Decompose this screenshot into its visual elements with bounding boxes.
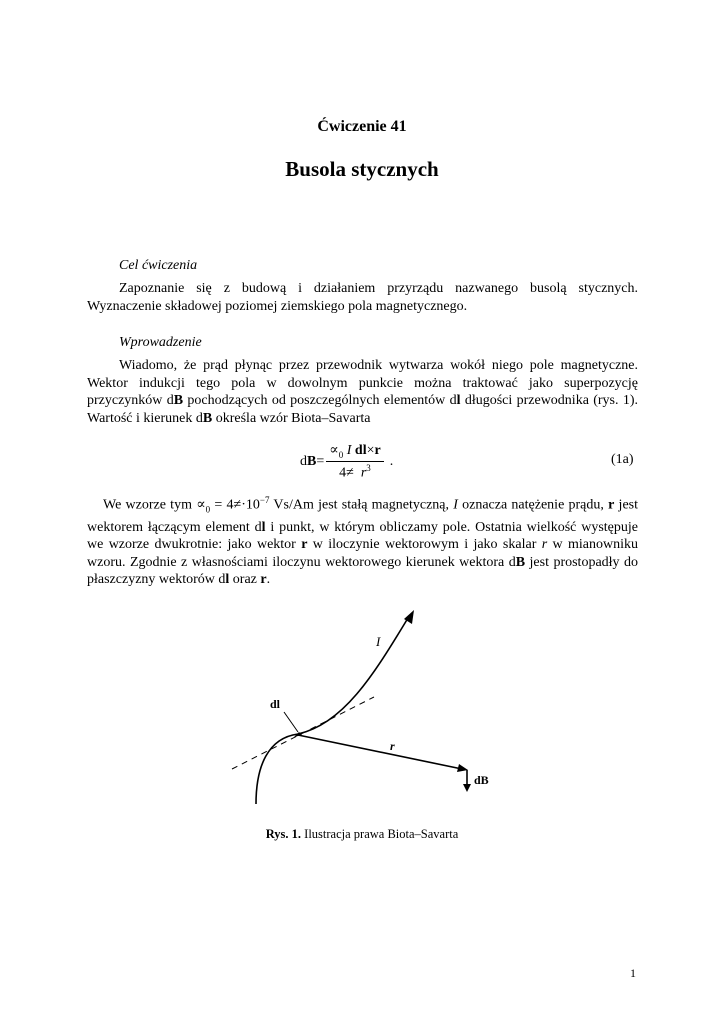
figure-caption: Rys. 1. Ilustracja prawa Biota–Savarta xyxy=(265,827,459,841)
explanation-paragraph: We wzorze tym $\propto_0 = 4\ne\cdot 10^{-7}$ Vs/Am jest stałą magnetyczną, I oznacza natężenie prądu, r jest wektorem łączącym element dl i punkt, w którym obliczamy pole. Ostatnia wielkość występuje we wzorze dwukrotnie: jako wektor r w iloczynie wektorowym i jako skalar r w mianowniku wzoru. Zgodnie z własnościami iloczynu wektorowego kierunek wektora dB jest prostopadły do płaszczyzny wektorów dl oraz r. xyxy=(87,495,639,588)
figure-drawing xyxy=(228,606,498,811)
goal-paragraph: Zapoznanie się z budową i działaniem przyrządu nazwanego busolą stycznych. Wyznaczenie składowej poziomej ziemskiego pola magnetycznego. xyxy=(87,281,638,314)
page-number: 1 xyxy=(630,966,636,980)
intro-paragraph: Wiadomo, że prąd płynąc przez przewodnik wytwarza wokół niego pole magnetyczne. Wektor indukcji tego pola w dowolnym punkcie można traktować jako superpozycję przyczynków dB pochodzących od poszczególnych elementów dl długości przewodnika (rys. 1). Wartość i kierunek dB określa wzór Biota–Savarta xyxy=(87,358,638,426)
equation-number: (1a) xyxy=(611,452,634,467)
section-heading-intro: Wprowadzenie xyxy=(119,335,202,350)
r-label: r xyxy=(390,739,395,753)
conductor-curve xyxy=(256,618,408,804)
equation-dot: . xyxy=(389,454,394,470)
exercise-label: Ćwiczenie 41 xyxy=(317,118,407,135)
db-label: dB xyxy=(474,773,489,787)
r-vector-line xyxy=(298,735,462,769)
tangent-line xyxy=(232,697,374,769)
equation-layout xyxy=(300,442,394,482)
dl-label: dl xyxy=(270,697,281,711)
biot-savart-figure xyxy=(228,606,498,816)
section-heading-goal: Cel ćwiczenia xyxy=(119,258,198,273)
equation-denominator: $4\ne r^3$ xyxy=(339,462,371,481)
equation-lhs: dB= xyxy=(300,454,325,470)
page-title: Busola stycznych xyxy=(285,157,439,181)
biot-savart-equation xyxy=(300,442,394,482)
current-label: I xyxy=(376,634,381,649)
dl-leader-line xyxy=(284,712,298,732)
equation-numerator: $\propto_0$ I dl×r xyxy=(326,442,383,461)
db-vector-arrow-head xyxy=(463,784,471,792)
